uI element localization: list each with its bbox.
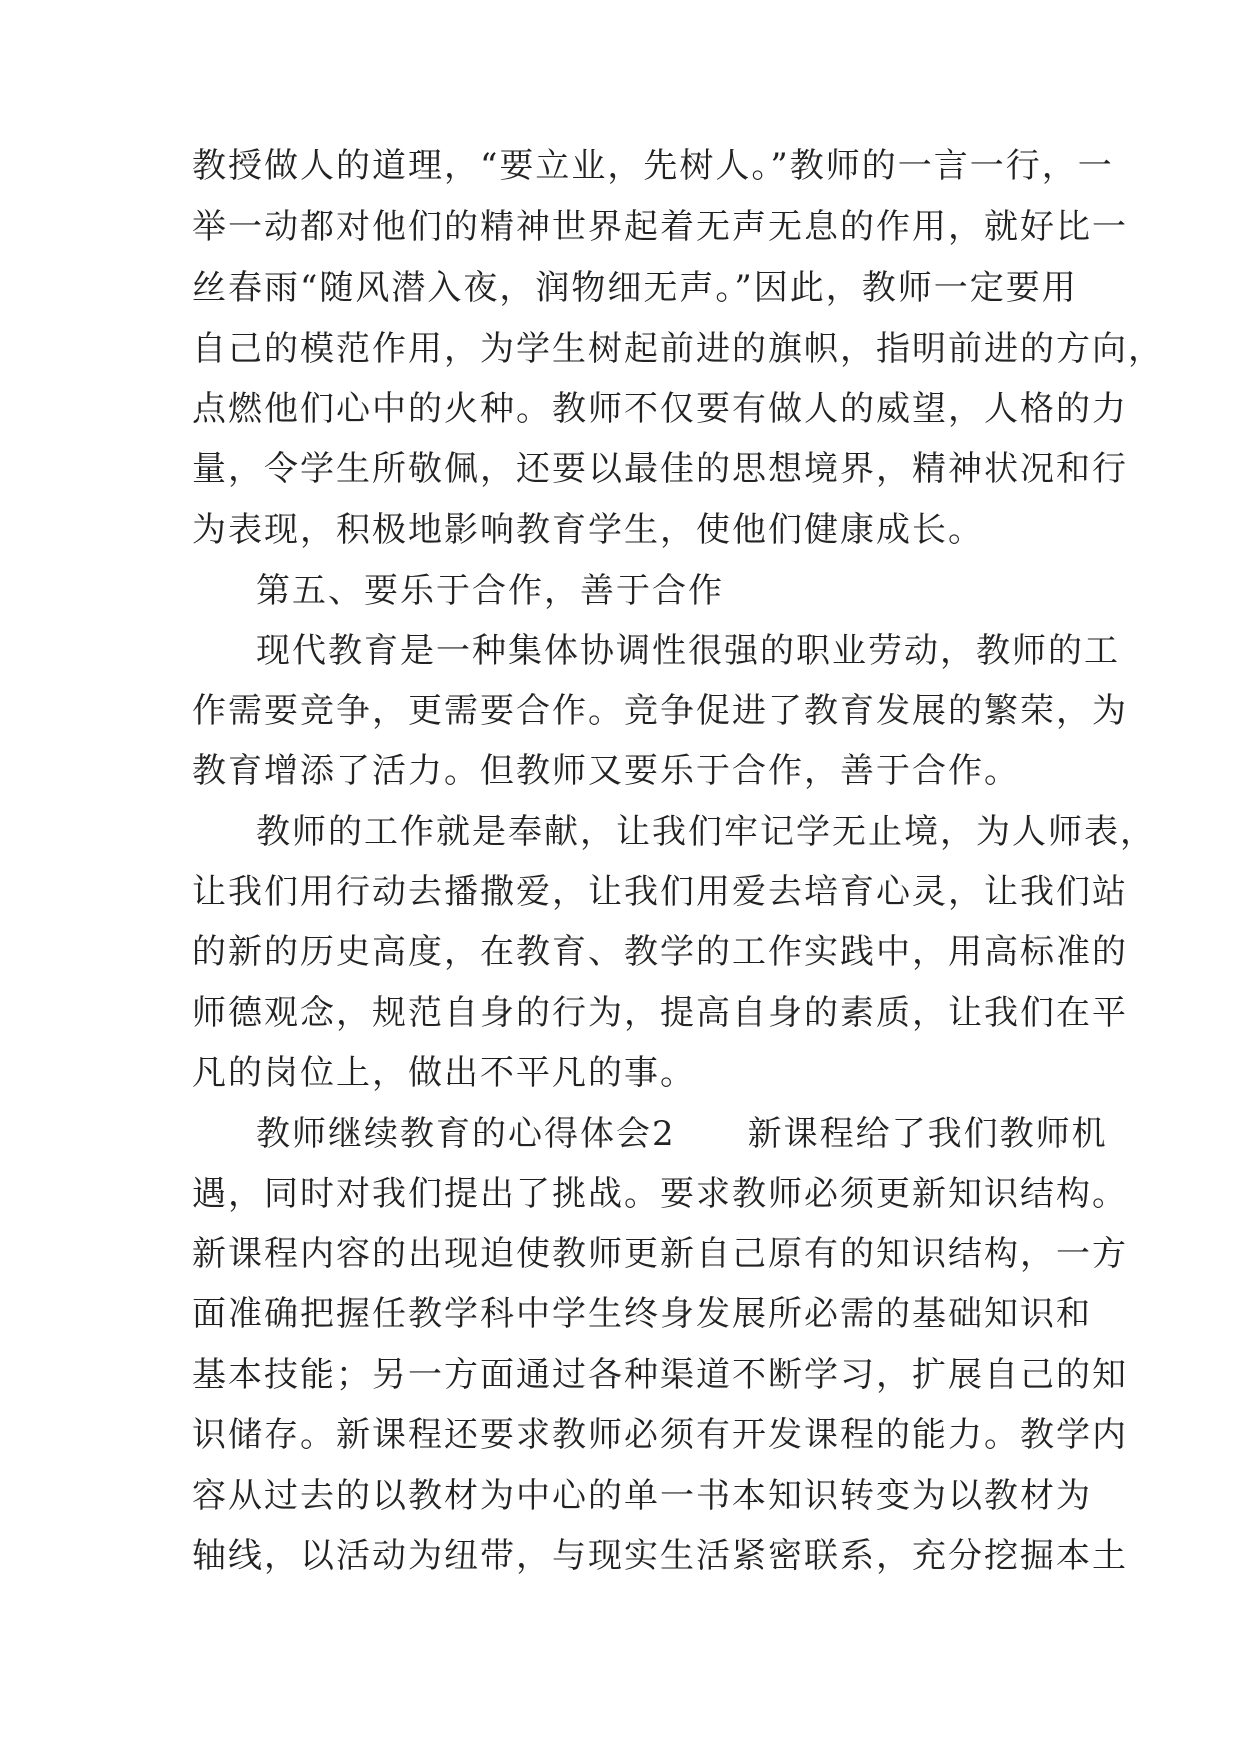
section-heading: 第五、要乐于合作，善于合作	[256, 571, 724, 611]
text-line: 基本技能；另一方面通过各种渠道不断学习，扩展自己的知	[192, 1355, 1128, 1395]
text-line: 点燃他们心中的火种。教师不仅要有做人的威望，人格的力	[192, 389, 1128, 429]
text-line: 教师的工作就是奉献，让我们牢记学无止境，为人师表，	[256, 812, 1156, 852]
text-line: 现代教育是一种集体协调性很强的职业劳动，教师的工	[256, 631, 1120, 671]
text-line: 教授做人的道理，“要立业，先树人。”教师的一言一行，一	[192, 146, 1114, 186]
text-line: 轴线，以活动为纽带，与现实生活紧密联系，充分挖掘本土	[192, 1536, 1128, 1576]
text-line: 作需要竞争，更需要合作。竞争促进了教育发展的繁荣，为	[192, 691, 1128, 731]
text-line: 量，令学生所敬佩，还要以最佳的思想境界，精神状况和行	[192, 449, 1128, 489]
text-line: 教育增添了活力。但教师又要乐于合作，善于合作。	[192, 751, 1020, 791]
text-line: 自己的模范作用，为学生树起前进的旗帜，指明前进的方向，	[192, 329, 1164, 369]
text-line: 教师继续教育的心得体会2 新课程给了我们教师机	[256, 1114, 1108, 1154]
text-line: 识储存。新课程还要求教师必须有开发课程的能力。教学内	[192, 1415, 1128, 1455]
text-line: 为表现，积极地影响教育学生，使他们健康成长。	[192, 510, 984, 550]
text-line: 容从过去的以教材为中心的单一书本知识转变为以教材为	[192, 1476, 1092, 1516]
text-line: 的新的历史高度，在教育、教学的工作实践中，用高标准的	[192, 932, 1128, 972]
text-line: 凡的岗位上，做出不平凡的事。	[192, 1053, 696, 1093]
text-line: 举一动都对他们的精神世界起着无声无息的作用，就好比一	[192, 207, 1128, 247]
text-line: 新课程内容的出现迫使教师更新自己原有的知识结构，一方	[192, 1234, 1128, 1274]
text-line: 丝春雨“随风潜入夜，润物细无声。”因此，教师一定要用	[192, 268, 1078, 308]
text-line: 遇，同时对我们提出了挑战。要求教师必须更新知识结构。	[192, 1174, 1128, 1214]
text-line: 让我们用行动去播撒爱，让我们用爱去培育心灵，让我们站	[192, 872, 1128, 912]
text-line: 师德观念，规范自身的行为，提高自身的素质，让我们在平	[192, 993, 1128, 1033]
text-line: 面准确把握任教学科中学生终身发展所必需的基础知识和	[192, 1294, 1092, 1334]
